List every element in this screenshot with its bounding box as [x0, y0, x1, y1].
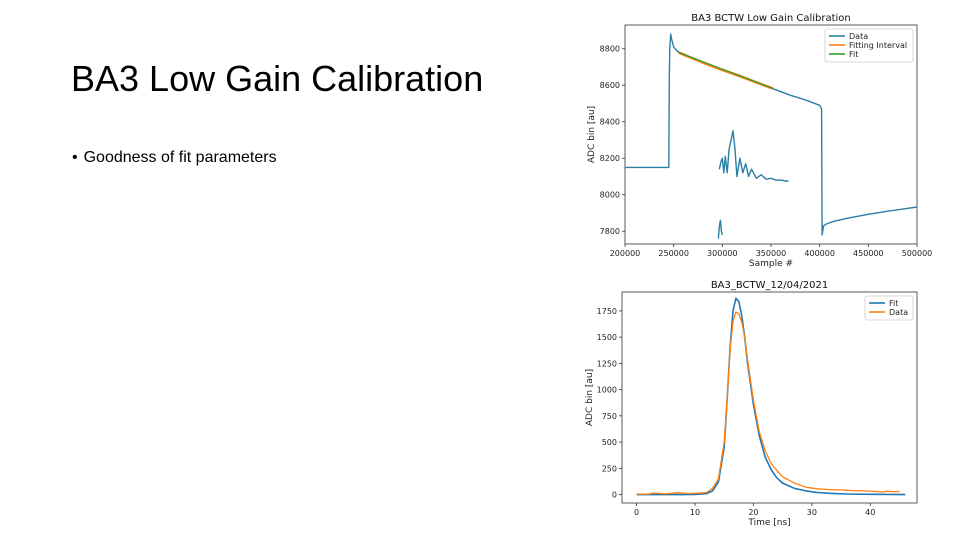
plot-frame	[622, 292, 917, 503]
y-tick-label: 500	[601, 438, 617, 448]
x-tick-label: 300000	[707, 249, 738, 258]
y-axis-label: ADC bin [au]	[587, 105, 597, 164]
x-tick-label: 10	[689, 508, 701, 517]
legend-label: Fit	[889, 299, 899, 308]
x-tick-label: 400000	[804, 249, 835, 258]
legend-label: Data	[849, 32, 869, 41]
bullet-dot: •	[72, 149, 78, 166]
x-tick-label: 350000	[755, 249, 787, 258]
y-tick-label: 8200	[599, 154, 620, 164]
y-tick-label: 1250	[596, 359, 617, 369]
x-tick-label: 20	[748, 508, 759, 517]
legend-label: Fit	[849, 50, 859, 59]
legend-label: Data	[889, 308, 909, 317]
x-axis-label: Sample #	[748, 259, 794, 269]
series-line-fit	[637, 298, 909, 494]
chart-title: BA3 BCTW Low Gain Calibration	[691, 13, 851, 24]
x-tick-label: 450000	[853, 249, 884, 258]
x-tick-label: 500000	[901, 249, 933, 258]
x-tick-label: 200000	[609, 249, 641, 258]
y-tick-label: 0	[611, 490, 617, 500]
y-tick-label: 7800	[599, 227, 620, 237]
y-tick-label: 8800	[599, 44, 620, 54]
y-tick-label: 8000	[599, 190, 620, 200]
x-tick-label: 250000	[658, 249, 689, 258]
y-tick-label: 750	[601, 411, 617, 421]
series-line-data	[637, 312, 900, 494]
slide-title: BA3 Low Gain Calibration	[71, 58, 484, 99]
y-tick-label: 8400	[599, 117, 620, 127]
x-tick-label: 40	[865, 508, 876, 517]
chart-title: BA3_BCTW_12/04/2021	[710, 280, 829, 291]
x-axis-label: Time [ns]	[748, 518, 791, 528]
y-tick-label: 1500	[596, 333, 617, 343]
y-tick-label: 1750	[596, 306, 617, 316]
y-tick-label: 8600	[599, 81, 620, 91]
bullet-text: Goodness of fit parameters	[83, 149, 277, 166]
y-axis-label: ADC bin [au]	[585, 368, 595, 427]
y-tick-label: 1000	[596, 385, 617, 395]
legend-label: Fitting Interval	[849, 41, 908, 50]
x-tick-label: 0	[634, 508, 640, 517]
y-tick-label: 250	[601, 464, 617, 474]
x-tick-label: 30	[806, 508, 817, 517]
